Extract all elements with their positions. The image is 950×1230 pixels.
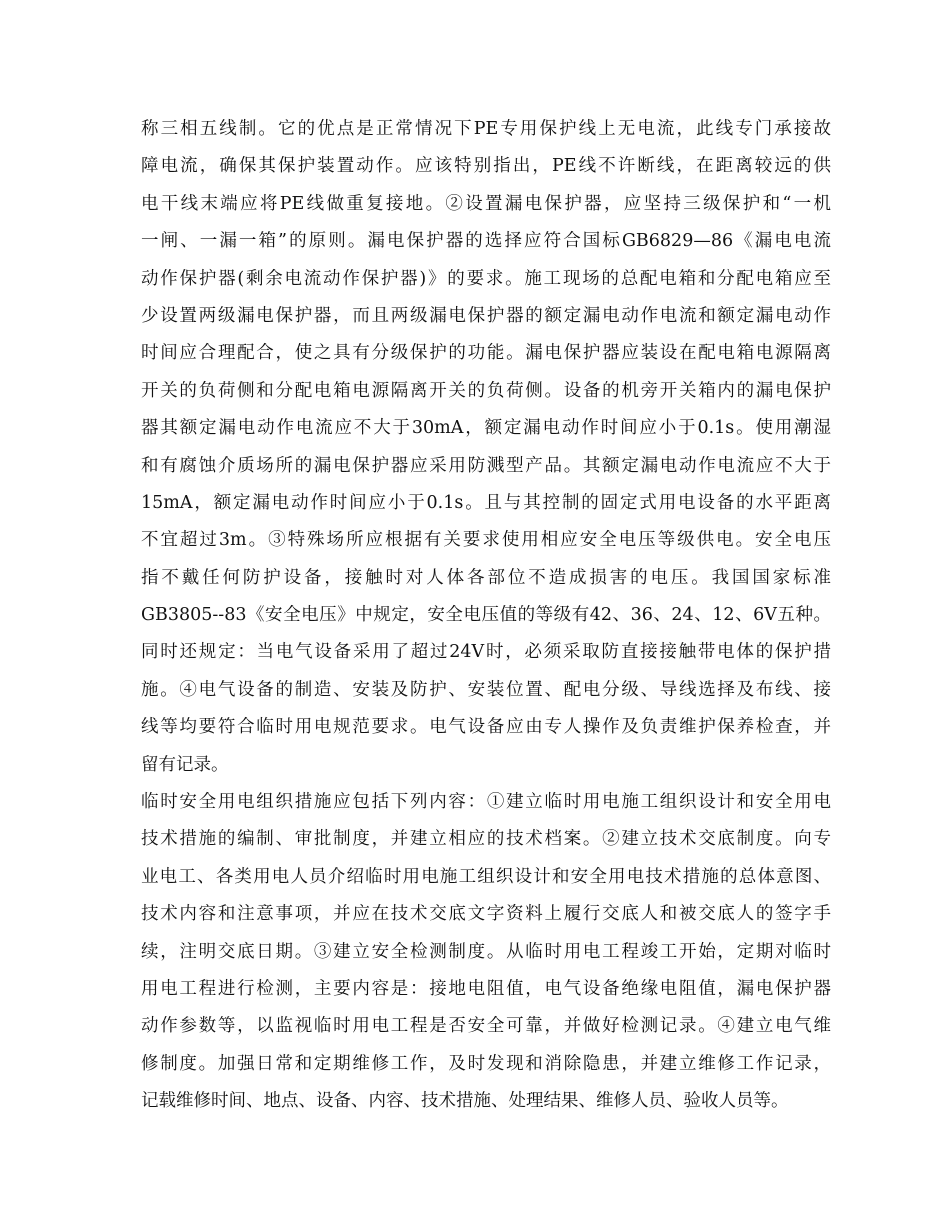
text-line: 施。④电气设备的制造、安装及防护、安装位置、配电分级、导线选择及布线、接: [141, 679, 831, 700]
text-line: 障电流，确保其保护装置动作。应该特别指出，PE线不许断线，在距离较远的供: [141, 156, 831, 177]
paragraph-organizational-measures: [141, 784, 831, 1121]
text-line: 线等均要符合临时用电规范要求。电气设备应由专人操作及负责维护保养检查，并: [141, 717, 831, 738]
text-line: 电干线末端应将PE线做重复接地。②设置漏电保护器，应坚持三级保护和“一机: [141, 193, 831, 214]
text-line: 和有腐蚀介质场所的漏电保护器应采用防溅型产品。其额定漏电动作电流应不大于: [141, 455, 831, 476]
text-line: 临时安全用电组织措施应包括下列内容：①建立临时用电施工组织设计和安全用电: [141, 792, 831, 813]
text-line: 一闸、一漏一箱”的原则。漏电保护器的选择应符合国标GB6829—86《漏电电流: [141, 231, 831, 252]
text-line: 用电工程进行检测，主要内容是：接地电阻值，电气设备绝缘电阻值，漏电保护器: [141, 978, 831, 999]
text-line: 开关的负荷侧和分配电箱电源隔离开关的负荷侧。设备的机旁开关箱内的漏电保护: [141, 380, 831, 401]
text-line: 15mA，额定漏电动作时间应小于0.1s。且与其控制的固定式用电设备的水平距离: [141, 492, 831, 513]
paragraph-electrical-protection: [141, 111, 831, 784]
text-line: 技术内容和注意事项，并应在技术交底文字资料上履行交底人和被交底人的签字手: [141, 904, 831, 925]
text-line: 器其额定漏电动作电流应不大于30mA，额定漏电动作时间应小于0.1s。使用潮湿: [141, 418, 831, 439]
text-line: 留有记录。: [141, 754, 229, 775]
text-line: 称三相五线制。它的优点是正常情况下PE专用保护线上无电流，此线专门承接故: [141, 119, 831, 139]
text-line: 同时还规定：当电气设备采用了超过24V时，必须采取防直接接触带电体的保护措: [141, 642, 831, 663]
text-line: 修制度。加强日常和定期维修工作，及时发现和消除隐患，并建立维修工作记录，: [141, 1053, 831, 1074]
text-line: 不宜超过3m。③特殊场所应根据有关要求使用相应安全电压等级供电。安全电压: [141, 530, 831, 551]
text-line: 技术措施的编制、审批制度，并建立相应的技术档案。②建立技术交底制度。向专: [141, 829, 831, 850]
text-line: 动作保护器(剩余电流动作保护器)》的要求。施工现场的总配电箱和分配电箱应至: [141, 268, 831, 289]
text-line: 少设置两级漏电保护器，而且两级漏电保护器的额定漏电动作电流和额定漏电动作: [141, 305, 831, 326]
text-line: 指不戴任何防护设备，接触时对人体各部位不造成损害的电压。我国国家标准: [141, 567, 831, 588]
text-line: 记载维修时间、地点、设备、内容、技术措施、处理结果、维修人员、验收人员等。: [141, 1091, 789, 1112]
text-line: 动作参数等，以监视临时用电工程是否安全可靠，并做好检测记录。④建立电气维: [141, 1016, 831, 1037]
document-body: [141, 111, 831, 1121]
text-line: GB3805--83《安全电压》中规定，安全电压值的等级有42、36、24、12、6V五种。: [141, 605, 831, 626]
text-line: 续，注明交底日期。③建立安全检测制度。从临时用电工程竣工开始，定期对临时: [141, 941, 831, 962]
text-line: 业电工、各类用电人员介绍临时用电施工组织设计和安全用电技术措施的总体意图、: [141, 866, 831, 887]
text-line: 时间应合理配合，使之具有分级保护的功能。漏电保护器应装设在配电箱电源隔离: [141, 343, 831, 364]
